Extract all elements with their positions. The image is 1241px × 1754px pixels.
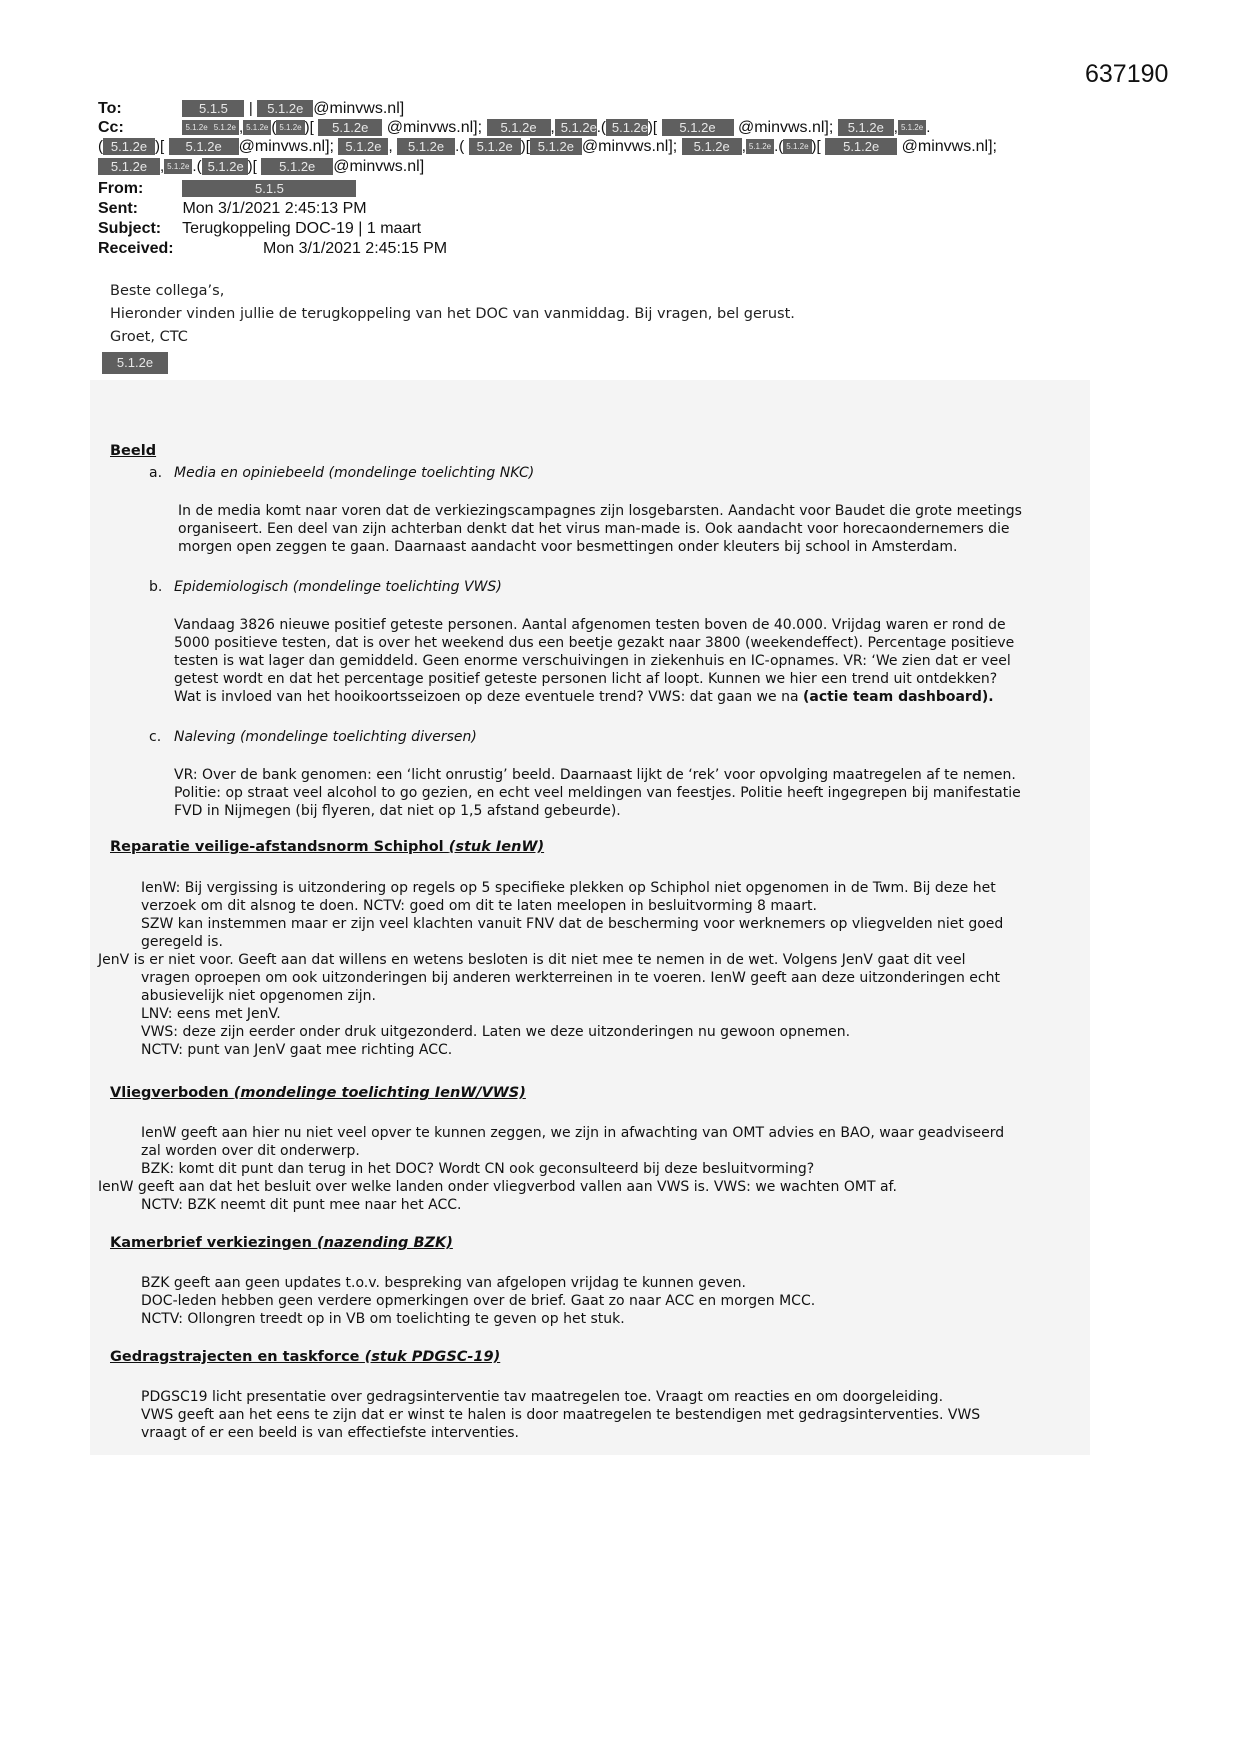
email-domain: @minvws.nl];: [238, 138, 334, 155]
redaction: 5.1.2e: [530, 138, 582, 155]
paragraph-line: In de media komt naar voren dat de verkiezingscampagnes zijn losgebarsten. Aandacht voor Baudet die grote meetings: [178, 503, 1022, 519]
redaction: 5.1.5: [182, 180, 356, 197]
greeting-line: Hieronder vinden jullie de terugkoppeling van het DOC van vanmiddag. Bij vragen, bel gerust.: [110, 306, 795, 322]
sent-value: Mon 3/1/2021 2:45:13 PM: [182, 200, 367, 217]
redaction: 5.1.2e: [257, 100, 313, 117]
subitem-label: a.: [149, 465, 163, 481]
redaction: 5.1.2e: [164, 159, 192, 174]
paragraph-line: JenV is er niet voor. Geeft aan dat willens en wetens besloten is dit niet mee te nemen in de wet. Volgens JenV gaat dit veel: [98, 952, 966, 968]
received-value: Mon 3/1/2021 2:45:15 PM: [263, 240, 448, 257]
paragraph-line: NCTV: BZK neemt dit punt mee naar het ACC.: [141, 1197, 462, 1213]
action-note: (actie team dashboard).: [802, 689, 994, 705]
paragraph-line: vragen oproepen om ook uitzonderingen bij anderen werkterreinen in te voeren. IenW geeft aan deze uitzonderingen echt: [141, 970, 1000, 986]
subitem-label: b.: [149, 579, 163, 595]
paragraph-line: verzoek om dit alsnog te doen. NCTV: goed om dit te laten meelopen in besluitvorming 8 maart.: [141, 898, 817, 914]
redaction: 5.1.2e: [469, 138, 521, 155]
header-cc-line2: ( 5.1.2e )[ 5.1.2e @minvws.nl]; 5.1.2e , 5.1.2e .( 5.1.2e )[ 5.1.2e @minvws.nl]; 5.1.2e , 5.1.2e .( 5.1.2e )[ 5.1.2e @minvws.nl];: [98, 138, 997, 155]
subitem-label: c.: [149, 729, 162, 745]
paragraph-line: Wat is invloed van het hooikoortsseizoen op deze eventuele trend? VWS: dat gaan we na (actie team dashboard).: [174, 689, 994, 705]
paragraph-line: Vandaag 3826 nieuwe positief geteste personen. Aantal afgenomen testen boven de 40.000. Vrijdag waren er rond de: [174, 617, 1006, 633]
paragraph-line: PDGSC19 licht presentatie over gedragsinterventie tav maatregelen toe. Vraagt om reacties en om doorgeleiding.: [141, 1389, 944, 1405]
greeting-line: Beste collega’s,: [110, 283, 225, 299]
paragraph-line: NCTV: Ollongren treedt op in VB om toelichting te geven op het stuk.: [141, 1311, 625, 1327]
header-cc-line3: 5.1.2e , 5.1.2e .( 5.1.2e )[ 5.1.2e @minvws.nl]: [98, 158, 424, 176]
paragraph-line: vraagt of er een beeld is van effectiefste interventies.: [141, 1425, 519, 1441]
redaction: 5.1.2e: [746, 139, 774, 154]
redaction: 5.1.2e: [169, 138, 239, 155]
paragraph-line: getest wordt en dat het percentage positief geteste personen licht af loopt. Kunnen we hier een trend uit ontdekken?: [174, 671, 998, 687]
redaction: 5.1.5: [182, 100, 244, 117]
redaction: 5.1.2e: [555, 119, 597, 136]
email-domain: @minvws.nl];: [386, 119, 483, 136]
redaction: 5.1.2e: [606, 119, 648, 136]
cc-label: Cc:: [98, 119, 124, 136]
header-cc: Cc: 5.1.2e 5.1.2e , 5.1.2e ( 5.1.2e )[ 5.1.2e @minvws.nl]; 5.1.2e , 5.1.2e.( 5.1.2e)[ 5.1.2e @minvws.nl]; 5.1.2e , 5.1.2e .: [98, 119, 931, 136]
header-to: To: 5.1.5 | 5.1.2e @minvws.nl]: [98, 100, 405, 117]
subitem-title: Epidemiologisch (mondelinge toelichting VWS): [174, 579, 502, 595]
redaction: 5.1.2e: [202, 158, 248, 175]
paragraph-line: zal worden over dit onderwerp.: [141, 1143, 360, 1159]
redaction: 5.1.2e: [243, 120, 271, 135]
to-label: To:: [98, 100, 122, 117]
paragraph-line: VWS: deze zijn eerder onder druk uitgezonderd. Laten we deze uitzonderingen nu gewoon opnemen.: [141, 1024, 851, 1040]
paragraph-line: BZK: komt dit punt dan terug in het DOC? Wordt CN ook geconsulteerd bij deze besluitvorming?: [141, 1161, 815, 1177]
paragraph-line: VWS geeft aan het eens te zijn dat er winst te halen is door maatregelen te bestendigen met gedragsinterventies. VWS: [141, 1407, 981, 1423]
header-from: [98, 180, 356, 198]
redaction: 5.1.2e: [898, 120, 926, 135]
redaction: 5.1.2e: [487, 119, 551, 136]
subitem-title: Naleving (mondelinge toelichting diversen): [174, 729, 477, 745]
sent-label: Sent:: [98, 200, 138, 217]
section-title-schiphol: Reparatie veilige-afstandsnorm Schiphol (stuk IenW): [110, 839, 545, 855]
paragraph-line: geregeld is.: [141, 934, 223, 950]
paragraph-line: NCTV: punt van JenV gaat mee richting ACC.: [141, 1042, 453, 1058]
paragraph-line: LNV: eens met JenV.: [141, 1006, 281, 1022]
paragraph-line: DOC-leden hebben geen verdere opmerkingen over de brief. Gaat zo naar ACC en morgen MCC.: [141, 1293, 816, 1309]
section-title-kamerbrief: Kamerbrief verkiezingen (nazending BZK): [110, 1235, 453, 1251]
from-label: From:: [98, 180, 144, 197]
redaction: 5.1.2e: [397, 138, 455, 155]
redaction: 5.1.2e: [211, 120, 239, 135]
greeting-signoff: Groet, CTC: [110, 329, 188, 345]
header-sent: [98, 200, 367, 218]
paragraph-line: Politie: op straat veel alcohol to go gezien, en echt veel meldingen van feestjes. Politie heeft ingegrepen bij manifestatie: [174, 785, 1021, 801]
paragraph-line: 5000 positieve testen, dat is over het weekend dus een beetje gezakt naar 3800 (weekendeffect). Percentage positieve: [174, 635, 1015, 651]
email-domain: @minvws.nl];: [901, 138, 997, 155]
redaction: 5.1.2e: [276, 120, 304, 135]
redaction: 5.1.2e: [662, 119, 734, 136]
redaction: 5.1.2e: [825, 138, 897, 155]
paragraph-line: morgen open zeggen te gaan. Daarnaast aandacht voor besmettingen onder kleuters bij school in Amsterdam.: [178, 539, 958, 555]
redaction: 5.1.2e: [682, 138, 742, 155]
paragraph-line: FVD in Nijmegen (bij flyeren, dat niet op 1,5 afstand gebeurde).: [174, 803, 621, 819]
paragraph-line: abusievelijk niet opgenomen zijn.: [141, 988, 376, 1004]
paragraph-line: BZK geeft aan geen updates t.o.v. bespreking van afgelopen vrijdag te kunnen geven.: [141, 1275, 746, 1291]
paragraph-line: organiseert. Een deel van zijn achterban denkt dat het virus man-made is. Ook aandacht voor horecaondernemers die: [178, 521, 1010, 537]
redaction: 5.1.2e: [783, 139, 811, 154]
section-title-vliegverboden: Vliegverboden (mondelinge toelichting IenW/VWS): [110, 1085, 526, 1101]
redaction: 5.1.2e: [182, 120, 210, 135]
redaction: 5.1.2e: [318, 119, 382, 136]
document-number: 637190: [1085, 60, 1169, 88]
header-subject: [98, 220, 421, 238]
email-domain: @minvws.nl];: [581, 138, 678, 155]
redaction: 5.1.2e: [102, 352, 168, 374]
paragraph-line: IenW geeft aan hier nu niet veel opver te kunnen zeggen, we zijn in afwachting van OMT advies en BAO, waar geadviseerd: [141, 1125, 1005, 1141]
subject-label: Subject:: [98, 220, 162, 237]
header-received: [98, 240, 447, 258]
redaction: 5.1.2e: [261, 158, 333, 175]
paragraph-line: IenW geeft aan dat het besluit over welke landen onder vliegverbod vallen aan VWS is. VWS: we wachten OMT af.: [98, 1179, 897, 1195]
redaction: 5.1.2e: [98, 158, 160, 175]
subitem-title: Media en opiniebeeld (mondelinge toelichting NKC): [174, 465, 535, 481]
redaction: 5.1.2e: [103, 138, 155, 155]
email-domain: @minvws.nl];: [737, 119, 834, 136]
subject-value: Terugkoppeling DOC-19 | 1 maart: [182, 220, 422, 237]
paragraph-line: SZW kan instemmen maar er zijn veel klachten vanuit FNV dat de bescherming voor werknemers op vliegvelden niet goed: [141, 916, 1004, 932]
section-title-gedragstrajecten: Gedragstrajecten en taskforce (stuk PDGSC-19): [110, 1349, 501, 1365]
paragraph-line: IenW: Bij vergissing is uitzondering op regels op 5 specifieke plekken op Schiphol niet opgenomen in de Twm. Bij deze het: [141, 880, 996, 896]
paragraph-line: VR: Over de bank genomen: een ‘licht onrustig’ beeld. Daarnaast lijkt de ‘rek’ voor opvolging maatregelen af te nemen.: [174, 767, 1016, 783]
email-domain: @minvws.nl]: [333, 158, 425, 175]
paragraph-line: testen is wat lager dan gemiddeld. Geen enorme verschuivingen in ziekenhuis en IC-opnames. VR: ‘We zien dat er veel: [174, 653, 1011, 669]
received-label: Received:: [98, 240, 174, 257]
redaction: 5.1.2e: [338, 138, 388, 155]
email-domain: @minvws.nl]: [313, 100, 405, 117]
section-title-beeld: Beeld: [110, 443, 157, 459]
redaction: 5.1.2e: [838, 119, 894, 136]
